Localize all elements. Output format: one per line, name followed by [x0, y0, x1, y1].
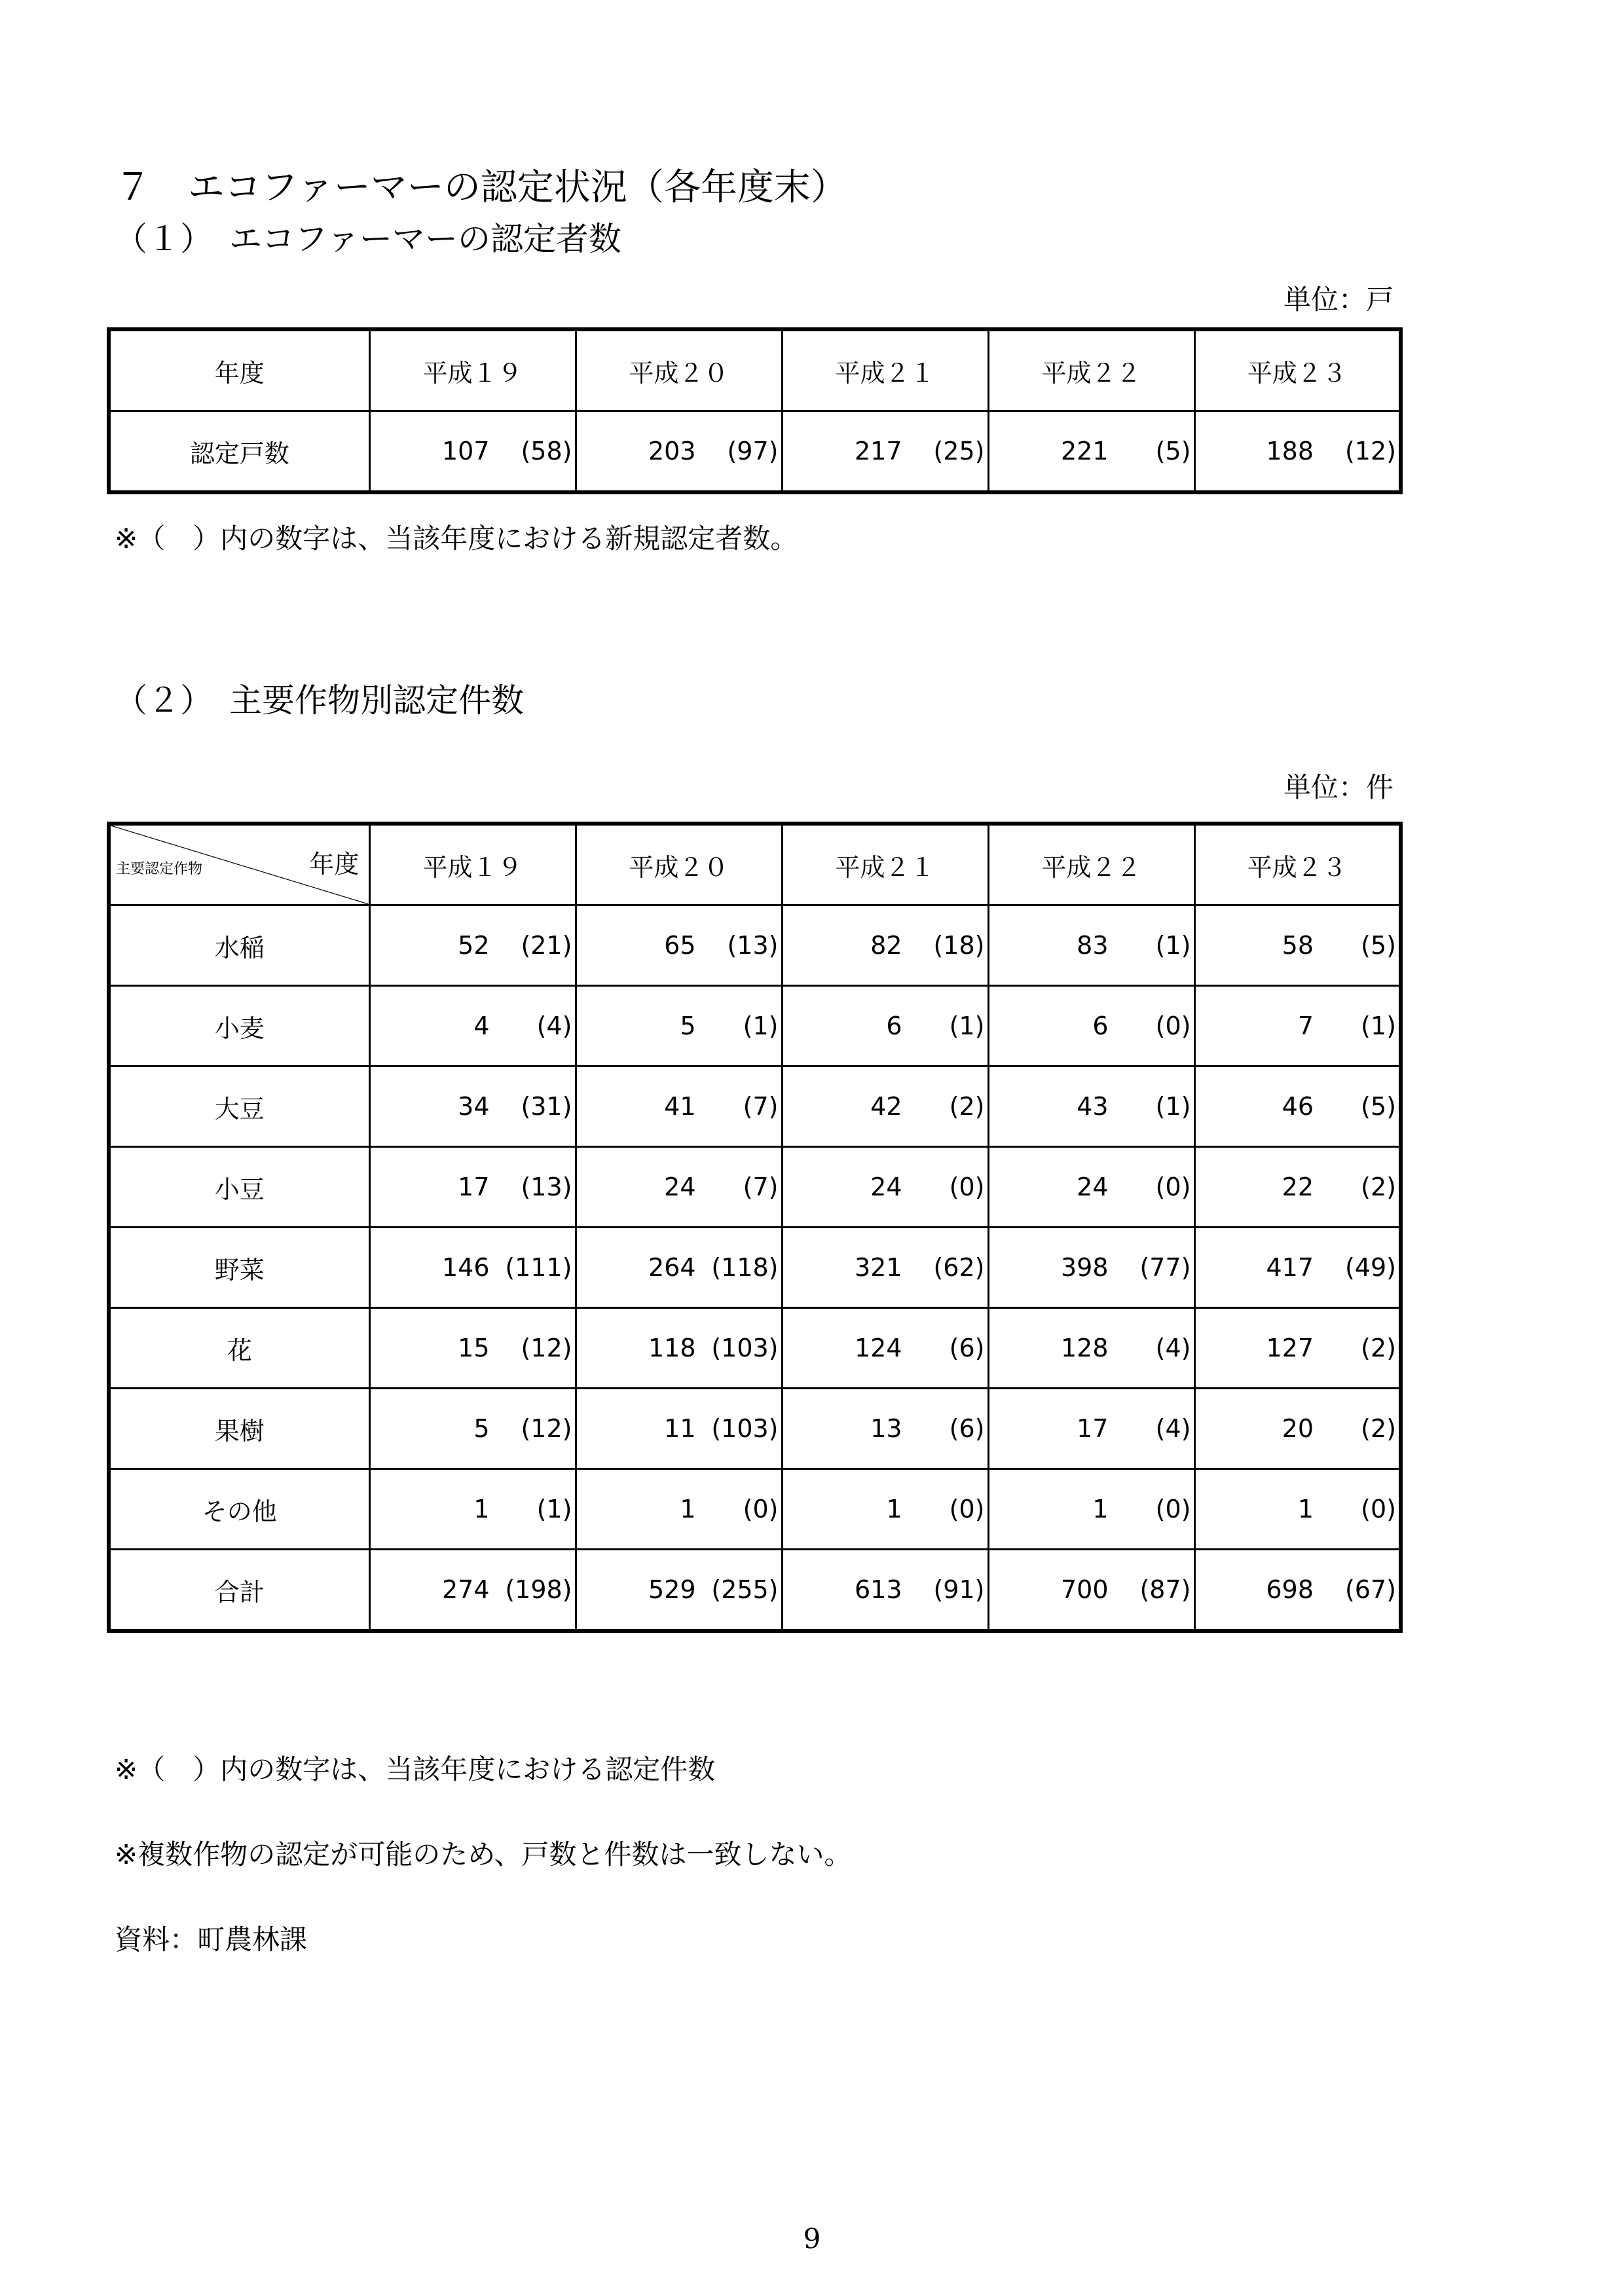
table-cell: [576, 1147, 782, 1228]
cell-count: 41: [664, 1092, 696, 1121]
table-cell: [782, 1066, 988, 1147]
corner-crop-label: 主要認定作物: [116, 861, 203, 877]
cell-new-count: (0): [1155, 1173, 1191, 1201]
year-h22: 平成２２: [988, 824, 1194, 905]
cell-new-count: (62): [933, 1253, 985, 1282]
cell-new-count: (6): [949, 1334, 985, 1362]
cell-count: 11: [664, 1414, 696, 1443]
table-cell: [576, 1228, 782, 1308]
table-cell: 217 (25): [782, 411, 988, 493]
table-cell: [576, 1066, 782, 1147]
table-row: [109, 1228, 1401, 1308]
cell-new-count: (13): [727, 931, 779, 960]
table-cell: [1194, 905, 1401, 986]
cell-count: 15: [458, 1334, 490, 1362]
cell-count: 1: [680, 1495, 696, 1523]
cell-count: 118: [648, 1334, 696, 1362]
page-number: 9: [803, 2223, 821, 2255]
cell-count: 1: [886, 1495, 902, 1523]
cell-count: 24: [664, 1173, 696, 1201]
corner-year-label: 年度: [309, 850, 360, 879]
table-header-row: [109, 824, 1401, 905]
cell-new-count: (4): [536, 1011, 572, 1040]
year-h20: 平成２０: [576, 329, 782, 411]
table-cell: [988, 1066, 1194, 1147]
crop-label: 大豆: [109, 1066, 369, 1147]
cell-count: 417: [1266, 1253, 1314, 1282]
cell-count: 700: [1060, 1575, 1109, 1604]
source-note: 資料：町農林課: [115, 1923, 308, 1956]
year-h23: 平成２３: [1194, 329, 1401, 411]
year-h23: 平成２３: [1194, 824, 1401, 905]
cell-new-count: (2): [1361, 1414, 1396, 1443]
cell-new-count: (103): [711, 1334, 779, 1362]
cell-count: 274: [441, 1575, 490, 1604]
cell-new-count: (0): [1155, 1011, 1191, 1040]
table-cell: [1194, 986, 1401, 1066]
cell-count: 4: [473, 1011, 490, 1040]
cell-count: 58: [1282, 931, 1314, 960]
section1-heading: （１） エコファーマーの認定者数: [115, 220, 621, 258]
cell-new-count: (87): [1139, 1575, 1191, 1604]
table-row: [109, 1308, 1401, 1389]
table-cell: [988, 986, 1194, 1066]
cell-new-count: (4): [1155, 1334, 1191, 1362]
year-h22: 平成２２: [988, 329, 1194, 411]
cell-new-count: (12): [521, 1414, 572, 1443]
cell-new-count: (31): [521, 1092, 572, 1121]
cell-count: 24: [1077, 1173, 1109, 1201]
cell-count: 6: [1092, 1011, 1109, 1040]
table-cell: [369, 1389, 576, 1469]
cell-new-count: (7): [743, 1173, 779, 1201]
cell-new-count: (67): [1344, 1575, 1396, 1604]
year-h20: 平成２０: [576, 824, 782, 905]
cell-new-count: (6): [949, 1414, 985, 1443]
cell-count: 83: [1077, 931, 1109, 960]
table-cell: [369, 986, 576, 1066]
table-cell: [576, 1550, 782, 1631]
table-cell: [988, 905, 1194, 986]
table-cell: [782, 1389, 988, 1469]
cell-count: 22: [1282, 1173, 1314, 1201]
table-cell: [988, 1228, 1194, 1308]
section1-note: ※（ ）内の数字は、当該年度における新規認定者数。: [115, 522, 798, 555]
cell-count: 42: [870, 1092, 902, 1121]
crop-label: 小麦: [109, 986, 369, 1066]
cell-new-count: (12): [521, 1334, 572, 1362]
cell-new-count: (0): [1361, 1495, 1396, 1523]
cell-count: 127: [1266, 1334, 1314, 1362]
table-cell: [369, 905, 576, 986]
cell-count: 698: [1266, 1575, 1314, 1604]
table-cell: [369, 1066, 576, 1147]
cell-new-count: (21): [521, 931, 572, 960]
cell-new-count: (0): [949, 1495, 985, 1523]
cell-count: 124: [854, 1334, 902, 1362]
crop-label: 果樹: [109, 1389, 369, 1469]
year-h21: 平成２１: [782, 824, 988, 905]
cell-count: 5: [680, 1011, 696, 1040]
table-cell: [369, 1228, 576, 1308]
cell-new-count: (1): [536, 1495, 572, 1523]
crop-label: 野菜: [109, 1228, 369, 1308]
cell-new-count: (18): [933, 931, 985, 960]
year-h19: 平成１９: [369, 329, 576, 411]
page-title: ７ エコファーマーの認定状況（各年度末）: [115, 166, 847, 209]
table-cell: [1194, 1389, 1401, 1469]
table-cell: [1194, 1550, 1401, 1631]
cell-count: 1: [1092, 1495, 1109, 1523]
table-cell: [782, 1308, 988, 1389]
table-cell: [1194, 1066, 1401, 1147]
section1-unit: 単位：戸: [1283, 283, 1393, 316]
cell-count: 146: [441, 1253, 490, 1282]
table-cell: [782, 1550, 988, 1631]
cell-new-count: (198): [505, 1575, 572, 1604]
cell-count: 398: [1060, 1253, 1109, 1282]
crop-label: 花: [109, 1308, 369, 1389]
table-cell: [782, 1228, 988, 1308]
cell-new-count: (4): [1155, 1414, 1191, 1443]
cell-count: 52: [458, 931, 490, 960]
cell-new-count: (13): [521, 1173, 572, 1201]
section2-note-2: ※複数作物の認定が可能のため、戸数と件数は一致しない。: [115, 1838, 852, 1870]
table-header-row: [109, 329, 1401, 411]
crop-label: 小豆: [109, 1147, 369, 1228]
table-cell: [988, 1550, 1194, 1631]
cell-new-count: (5): [1361, 931, 1396, 960]
cell-new-count: (2): [1361, 1334, 1396, 1362]
cell-new-count: (118): [711, 1253, 779, 1282]
table-cell: [369, 1550, 576, 1631]
year-h19: 平成１９: [369, 824, 576, 905]
table-row: [109, 1066, 1401, 1147]
table-cell: 188 (12): [1194, 411, 1401, 493]
corner-header-cell: [109, 824, 369, 905]
table-cell: [369, 1308, 576, 1389]
table-cell: [782, 1469, 988, 1550]
table-cell: [1194, 1308, 1401, 1389]
table-cell: 107 (58): [369, 411, 576, 493]
table-cell: [782, 905, 988, 986]
cell-new-count: (1): [743, 1011, 779, 1040]
cell-count: 5: [473, 1414, 490, 1443]
cell-new-count: (5): [1361, 1092, 1396, 1121]
crop-certification-table: [107, 822, 1403, 1633]
table-cell: [1194, 1228, 1401, 1308]
table-cell: [576, 986, 782, 1066]
table-row: [109, 1550, 1401, 1631]
table-row: [109, 905, 1401, 986]
table-cell: 203 (97): [576, 411, 782, 493]
cell-new-count: (2): [1361, 1173, 1396, 1201]
cell-new-count: (2): [949, 1092, 985, 1121]
table-cell: [1194, 1147, 1401, 1228]
section2-note-1: ※（ ）内の数字は、当該年度における認定件数: [115, 1753, 716, 1785]
cell-count: 20: [1282, 1414, 1314, 1443]
year-h21: 平成２１: [782, 329, 988, 411]
cell-new-count: (1): [1361, 1011, 1396, 1040]
table-cell: [782, 986, 988, 1066]
cell-new-count: (91): [933, 1575, 985, 1604]
table-cell: [988, 1308, 1194, 1389]
certified-farmers-table: [107, 327, 1403, 494]
cell-count: 6: [886, 1011, 902, 1040]
table-cell: [988, 1469, 1194, 1550]
cell-new-count: (103): [711, 1414, 779, 1443]
table-row: [109, 986, 1401, 1066]
cell-count: 321: [854, 1253, 902, 1282]
cell-new-count: (7): [743, 1092, 779, 1121]
cell-count: 82: [870, 931, 902, 960]
table-row: [109, 1147, 1401, 1228]
crop-label: 合計: [109, 1550, 369, 1631]
cell-count: 24: [870, 1173, 902, 1201]
cell-new-count: (49): [1344, 1253, 1396, 1282]
cell-new-count: (0): [949, 1173, 985, 1201]
cell-new-count: (111): [505, 1253, 572, 1282]
table-cell: [576, 1389, 782, 1469]
cell-count: 17: [1077, 1414, 1109, 1443]
table-cell: [1194, 1469, 1401, 1550]
cell-new-count: (0): [743, 1495, 779, 1523]
cell-count: 1: [473, 1495, 490, 1523]
table-row: [109, 411, 1401, 493]
cell-count: 34: [458, 1092, 490, 1121]
cell-count: 1: [1297, 1495, 1314, 1523]
cell-count: 46: [1282, 1092, 1314, 1121]
cell-new-count: (1): [1155, 1092, 1191, 1121]
table-cell: [369, 1147, 576, 1228]
crop-label: 水稲: [109, 905, 369, 986]
cell-new-count: (0): [1155, 1495, 1191, 1523]
cell-count: 43: [1077, 1092, 1109, 1121]
cell-count: 17: [458, 1173, 490, 1201]
cell-new-count: (1): [949, 1011, 985, 1040]
table-row: [109, 1469, 1401, 1550]
cell-count: 529: [648, 1575, 696, 1604]
table-row: [109, 1389, 1401, 1469]
cell-new-count: (1): [1155, 931, 1191, 960]
cell-new-count: (77): [1139, 1253, 1191, 1282]
table-cell: [369, 1469, 576, 1550]
cell-count: 264: [648, 1253, 696, 1282]
section2-heading: （２） 主要作物別認定件数: [115, 682, 524, 720]
row-label: 認定戸数: [109, 411, 369, 493]
cell-count: 613: [854, 1575, 902, 1604]
section2-unit: 単位：件: [1283, 771, 1393, 803]
crop-label: その他: [109, 1469, 369, 1550]
year-header: 年度: [109, 329, 369, 411]
table-cell: 221 (5): [988, 411, 1194, 493]
table-cell: [576, 1469, 782, 1550]
table-cell: [988, 1389, 1194, 1469]
cell-count: 13: [870, 1414, 902, 1443]
table-cell: [782, 1147, 988, 1228]
cell-new-count: (255): [711, 1575, 779, 1604]
cell-count: 128: [1060, 1334, 1109, 1362]
table-cell: [988, 1147, 1194, 1228]
table-cell: [576, 905, 782, 986]
cell-count: 7: [1297, 1011, 1314, 1040]
table-cell: [576, 1308, 782, 1389]
cell-count: 65: [664, 931, 696, 960]
